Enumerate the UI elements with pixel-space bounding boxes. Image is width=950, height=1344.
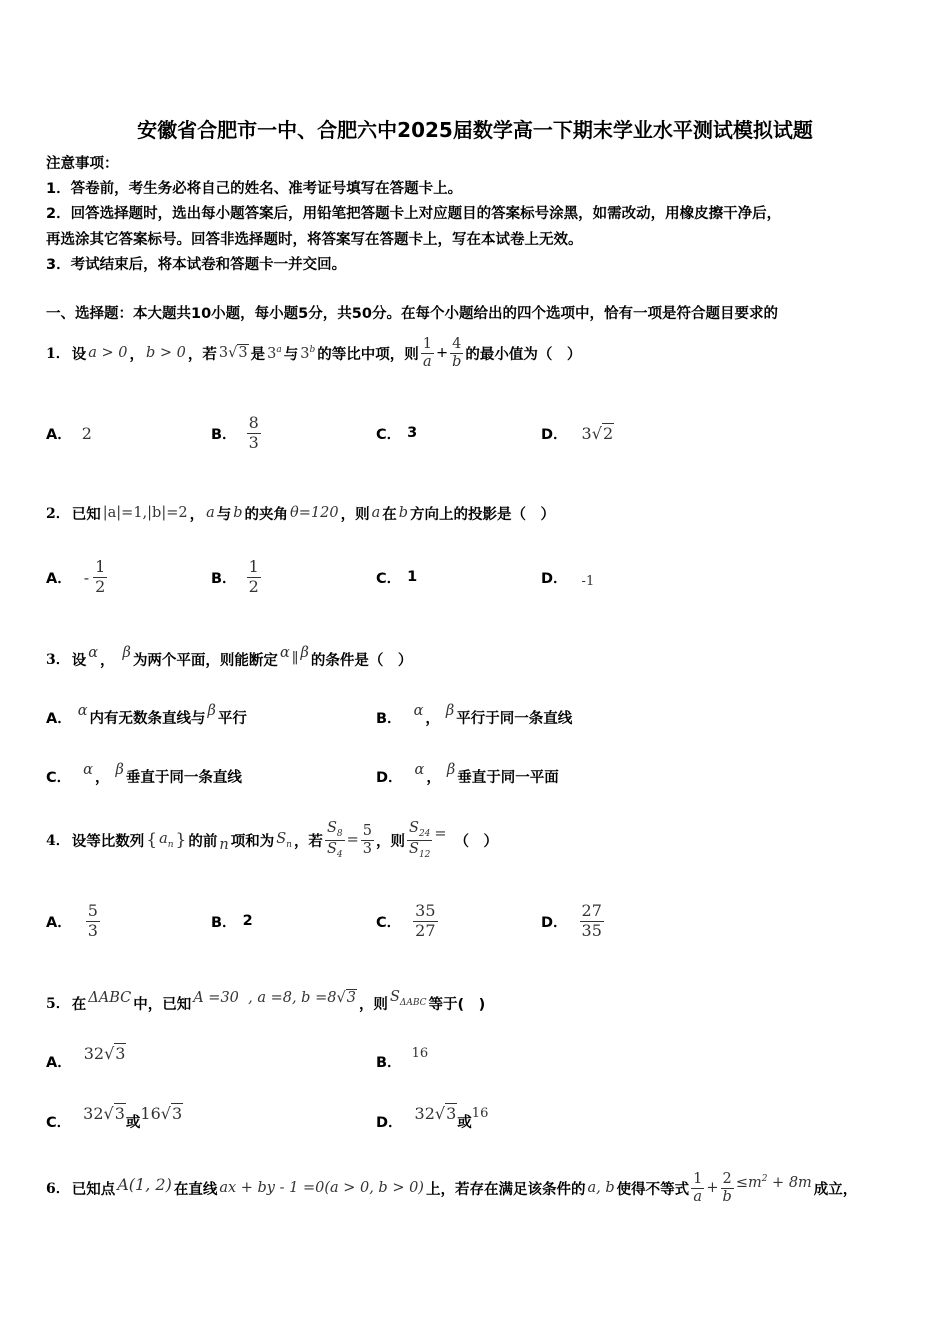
q3-option-d: D． α ， β 垂直于同一平面 bbox=[376, 762, 559, 786]
q2-option-d: D． -1 bbox=[541, 570, 595, 589]
q3-option-a: A． α 内有无数条直线与 β 平行 bbox=[46, 703, 247, 727]
section-heading: 一、选择题：本大题共10小题，每小题5分，共50分。在每个小题给出的四个选项中，恰有一项是符合题目要求的 bbox=[46, 306, 778, 322]
q2-option-c: C． 1 bbox=[376, 569, 418, 587]
fraction: $\frac{4}{b}$ bbox=[452, 335, 462, 370]
question-1: 1． 设 a > 0 ， b > 0 ，若 3√3 是 3$^a$ 与 3$^b$ 的等比中项，则 $\frac{1}{a}$ + $\frac{4}{b}$ 的最小值为（ ） bbox=[46, 335, 582, 370]
notice-item-3: 3．考试结束后，将本试卷和答题卡一并交回。 bbox=[46, 257, 347, 273]
q5-option-d: D． 32√3 或 16 bbox=[376, 1103, 489, 1131]
notice-item-2-cont: 再选涂其它答案标号。回答非选择题时，将答案写在答题卡上，写在本试卷上无效。 bbox=[46, 232, 583, 248]
question-3: 3． 设 α ， β 为两个平面，则能断定 α ∥ β 的条件是（ ） bbox=[46, 645, 413, 669]
notice-heading: 注意事项： bbox=[46, 156, 119, 172]
question-5: 5． 在 ΔABC 中，已知 A =30 , a =8, b =8√3 ，则 $S_{\Delta ABC}$ 等于( ) bbox=[46, 988, 486, 1013]
q4-option-b: B． 2 bbox=[211, 913, 253, 931]
q5-option-b: B． 16 bbox=[376, 1045, 429, 1071]
q5-option-a: A． 32√3 bbox=[46, 1043, 126, 1071]
q3-option-b: B． α ， β 平行于同一条直线 bbox=[376, 703, 573, 727]
q4-option-d: D． $\frac{27}{35}$ bbox=[541, 901, 602, 940]
q3-option-c: C． α ， β 垂直于同一条直线 bbox=[46, 762, 242, 786]
q1-option-c: C． 3 bbox=[376, 425, 418, 443]
notice-item-1: 1．答卷前，考生务必将自己的姓名、准考证号填写在答题卡上。 bbox=[46, 181, 463, 197]
q1-option-b: B． $\frac{8}{3}$ bbox=[211, 413, 259, 452]
q1-option-a: A． 2 bbox=[46, 423, 92, 443]
fraction: $\frac{1}{a}$ bbox=[422, 335, 432, 370]
notice-item-2: 2．回答选择题时，选出每小题答案后，用铅笔把答题卡上对应题目的答案标号涂黑，如需改动，用橡皮擦干净后， bbox=[46, 206, 782, 222]
q1-option-d: D． 3√2 bbox=[541, 423, 614, 443]
q2-option-a: A． - $\frac{1}{2}$ bbox=[46, 557, 106, 596]
q4-option-c: C． $\frac{35}{27}$ bbox=[376, 901, 436, 940]
question-2: 2． 已知 |a|=1,|b|=2 ， a 与 b 的夹角 θ=120 ，则 a 在 b 方向上的投影是（ ） bbox=[46, 505, 556, 523]
question-6: 6． 已知点 A(1, 2) 在直线 ax + by - 1 =0(a > 0, b > 0) 上，若存在满足该条件的 a, b 使得不等式 $\frac{1}{a}$ + $\frac{2}{b}$ $\le m^2 + 8m$ 成立， bbox=[46, 1170, 858, 1205]
q2-option-b: B． $\frac{1}{2}$ bbox=[211, 557, 259, 596]
q5-option-c: C． 32√3 或 16√3 bbox=[46, 1103, 183, 1131]
question-4: 4． 设等比数列 { $a_n$ } 的前 n 项和为 $S_n$ ，若 $\frac{S_8}{S_4}$ = $\frac{5}{3}$ ，则 $\frac{S_{24}}{S_{12}}$ = （ ） bbox=[46, 820, 499, 860]
q4-option-a: A． $\frac{5}{3}$ bbox=[46, 901, 98, 940]
page-title: 安徽省合肥市一中、合肥六中2025届数学高一下期末学业水平测试模拟试题 bbox=[137, 118, 813, 142]
